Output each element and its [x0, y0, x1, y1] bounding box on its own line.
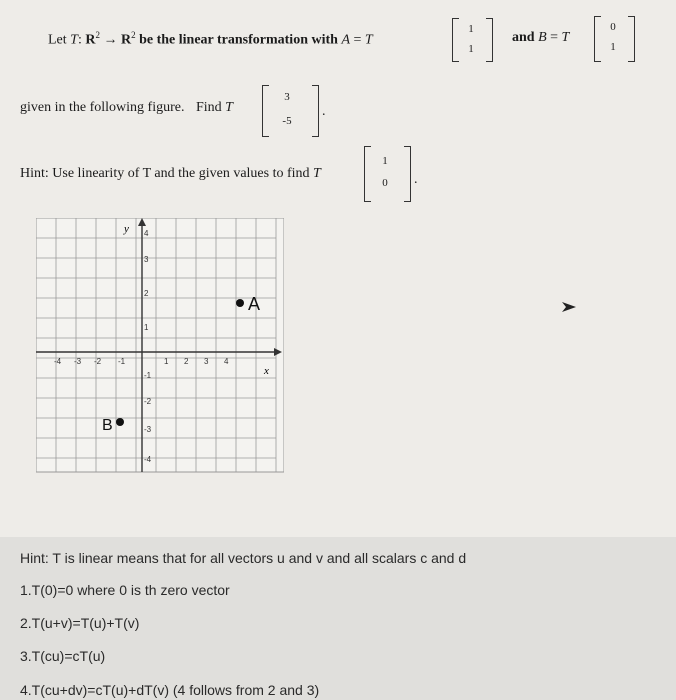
x-tick: -4 [54, 357, 62, 366]
y-tick: -4 [144, 455, 152, 464]
and-b-eq [512, 30, 569, 46]
hint-text: Use linearity of T and the given values to find [52, 166, 310, 181]
vec-find-bottom: -5 [282, 115, 292, 127]
x-tick: 3 [204, 357, 209, 366]
vec-find-left-bracket [262, 85, 269, 137]
equals-2: = [550, 30, 559, 45]
x-tick: 4 [224, 357, 229, 366]
vec-find-top: 3 [284, 91, 290, 103]
y-tick: -2 [144, 397, 152, 406]
y-tick: 3 [144, 255, 149, 264]
r-symbol: R [85, 32, 96, 48]
vec-a-right-bracket [486, 18, 493, 62]
vec-b-top: 0 [610, 21, 616, 33]
exp-1: 2 [95, 30, 100, 40]
problem-line-3 [20, 166, 321, 182]
x-tick: -2 [94, 357, 102, 366]
given-text: given in the following figure. [20, 100, 185, 115]
r-symbol-2: R [120, 32, 132, 48]
bold-description: be the linear transformation with [139, 32, 338, 48]
mouse-cursor-icon [562, 300, 578, 314]
let-word: Let [48, 32, 67, 48]
vec-a-bottom: 1 [468, 43, 474, 55]
vec-hint-right-bracket [404, 146, 411, 202]
vec-hint-left-bracket [364, 146, 371, 202]
t-symbol: T [70, 32, 78, 48]
graph-frame [36, 218, 284, 472]
y-tick: 4 [144, 229, 149, 238]
hint-item-2: 2.T(u+v)=T(u)+T(v) [20, 615, 140, 631]
b-symbol: B [538, 30, 547, 45]
vec-a-top: 1 [468, 23, 474, 35]
vec-b-right-bracket [628, 16, 635, 62]
vec-hint [376, 154, 394, 190]
x-tick: 2 [184, 357, 189, 366]
point-b-label: B [102, 417, 113, 434]
problem-line-1 [48, 30, 373, 49]
t-symbol-find: T [225, 100, 233, 115]
t-symbol-b: T [561, 30, 570, 45]
hint-item-3: 3.T(cu)=cT(u) [20, 648, 106, 664]
hint-intro: Hint: T is linear means that for all vectors u and v and all scalars c and d [20, 550, 467, 566]
y-tick: -1 [144, 371, 152, 380]
vec-b-left-bracket [594, 16, 601, 62]
period-1: . [322, 104, 326, 119]
point-b [116, 418, 124, 426]
vec-a [462, 22, 480, 56]
x-tick: -1 [118, 357, 126, 366]
colon: : [77, 32, 82, 48]
vec-a-left-bracket [452, 18, 459, 62]
vec-b [604, 20, 622, 54]
period-2: . [414, 172, 418, 187]
point-a-label: A [248, 294, 261, 314]
hint-item-4: 4.T(cu+dv)=cT(u)+dT(v) (4 follows from 2 and 3) [20, 682, 320, 698]
problem-line-2 [20, 100, 233, 116]
t-symbol-hint: T [313, 166, 321, 181]
y-axis-label: y [124, 223, 129, 235]
find-word: Find [195, 100, 222, 115]
coordinate-graph [36, 218, 284, 478]
vec-find-right-bracket [312, 85, 319, 137]
arrow-symbol: → [103, 32, 118, 48]
y-tick: 1 [144, 323, 149, 332]
point-a [236, 299, 244, 307]
t-symbol-a: T [364, 32, 373, 48]
hint-item-1: 1.T(0)=0 where 0 is th zero vector [20, 582, 230, 598]
x-tick: -3 [74, 357, 82, 366]
vec-hint-bottom: 0 [382, 177, 388, 189]
x-tick: 1 [164, 357, 169, 366]
vec-b-bottom: 1 [610, 41, 616, 53]
hint-box [0, 537, 676, 700]
y-tick: 2 [144, 289, 149, 298]
hint-prefix: Hint: [20, 166, 49, 181]
equals-1: = [353, 32, 362, 48]
exp-2: 2 [131, 30, 136, 40]
a-symbol: A [341, 32, 350, 48]
and-word: and [512, 30, 535, 45]
vec-hint-top: 1 [382, 155, 388, 167]
x-axis-label: x [264, 365, 269, 377]
vec-find [278, 90, 296, 128]
y-tick: -3 [144, 425, 152, 434]
